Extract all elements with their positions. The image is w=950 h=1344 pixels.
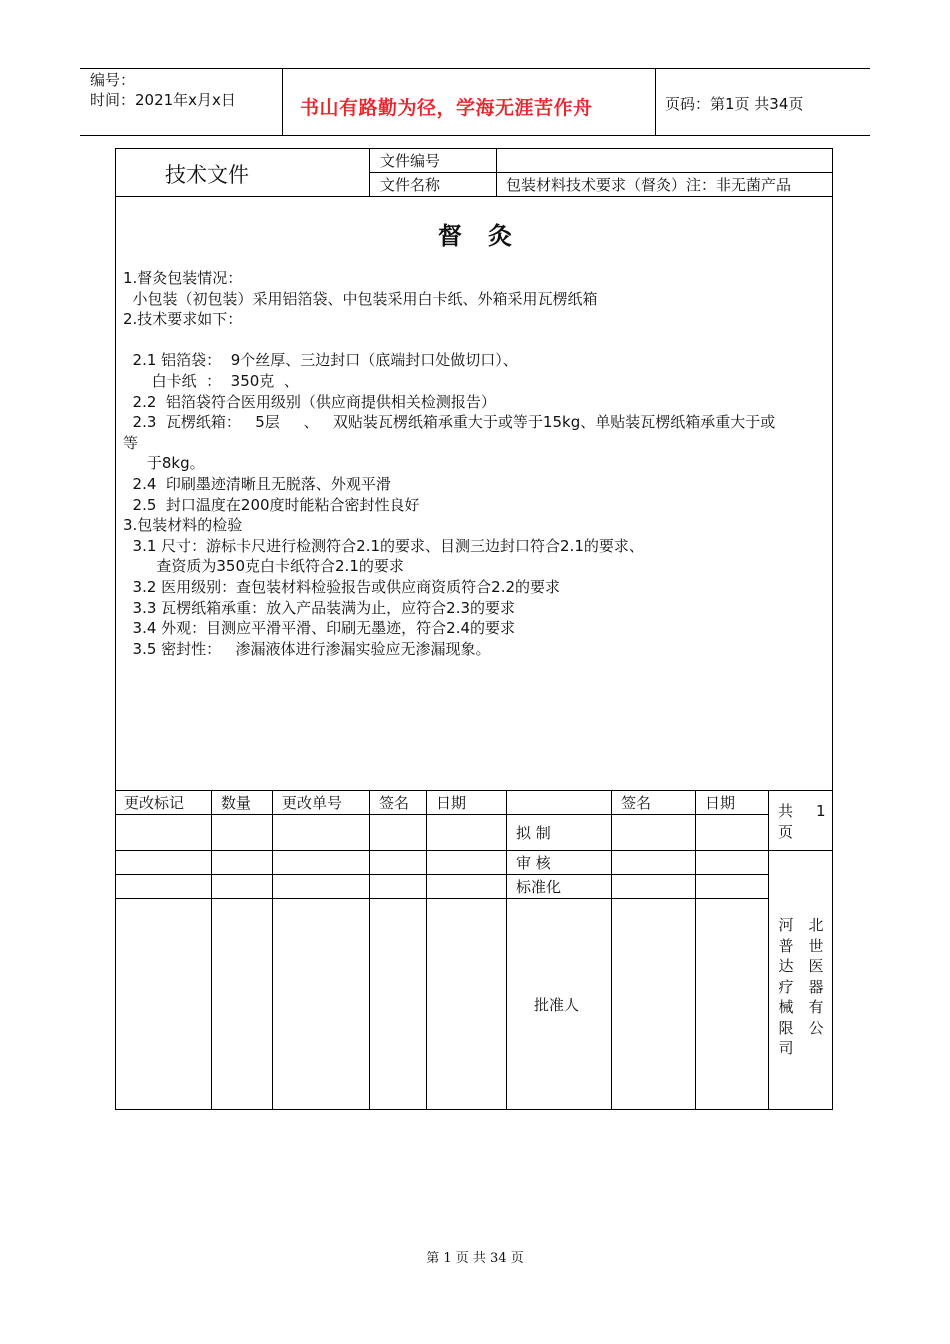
change-row-line-3 xyxy=(115,874,768,875)
total-pages-suffix: 页 xyxy=(778,823,794,841)
document-line: 2.4 印刷墨迹清晰且无脱落、外观平滑 xyxy=(123,475,391,493)
document-line: 2.5 封口温度在200度时能粘合密封性良好 xyxy=(123,495,420,514)
change-col-7 xyxy=(695,790,696,1110)
document-line: 白卡纸 ： 350克 、 xyxy=(123,372,299,390)
document-line: 2.1 铝箔袋： 9个丝厚、三边封口（底端封口处做切口）、 xyxy=(123,351,518,370)
document-line: 1.督灸包装情况： xyxy=(123,269,243,287)
total-pages-value: 1 xyxy=(816,802,826,820)
change-col-5 xyxy=(506,790,507,1110)
header-signature-2: 签名 xyxy=(621,794,652,812)
change-col-2 xyxy=(272,790,273,1110)
file-name-value: 包装材料技术要求（督灸）注：非无菌产品 xyxy=(506,176,792,194)
role-standardization: 标准化 xyxy=(516,878,562,896)
header-bottom-rule xyxy=(80,135,870,136)
document-line: 于8kg。 xyxy=(123,454,205,473)
document-line: 3.5 密封性： 渗漏液体进行渗漏实验应无渗漏现象。 xyxy=(123,639,491,658)
header-top-rule xyxy=(80,68,870,69)
company-name-right-column: 北世医器有公 xyxy=(808,916,824,1037)
header-change-order: 更改单号 xyxy=(282,794,343,812)
document-heading: 督灸 xyxy=(438,222,538,250)
document-line: 3.3 瓦楞纸箱承重：放入产品装满为止，应符合2.3的要求 xyxy=(123,598,516,617)
change-col-6 xyxy=(611,790,612,1110)
document-line: 3.1 尺寸：游标卡尺进行检测符合2.1的要求、目测三边封口符合2.1的要求、 xyxy=(123,536,644,555)
document-line: 等 xyxy=(123,433,139,452)
total-pages-prefix: 共 xyxy=(778,802,794,820)
document-line: 小包装（初包装）采用铝箔袋、中包装采用白卡纸、外箱采用瓦楞纸箱 xyxy=(123,289,598,308)
document-line: 3.包装材料的检验 xyxy=(123,516,243,535)
change-col-8 xyxy=(768,790,769,1110)
document-line: 3.4 外观：目测应平滑平滑、印刷无墨迹，符合2.4的要求 xyxy=(123,619,516,638)
tech-document-title: 技术文件 xyxy=(165,163,249,187)
change-col-3 xyxy=(369,790,370,1110)
header-number-label: 编号： xyxy=(90,71,136,89)
header-change-mark: 更改标记 xyxy=(124,794,185,812)
company-name-left-column: 河普达疗械限司 xyxy=(778,916,794,1057)
file-name-label: 文件名称 xyxy=(380,176,441,194)
document-line: 2.2 铝箔袋符合医用级别（供应商提供相关检测报告） xyxy=(123,392,496,411)
info-block-bottom xyxy=(115,196,833,197)
document-line: 2.3 瓦楞纸箱： 5层 、 双贴装瓦楞纸箱承重大于或等于15kg、单贴装瓦楞纸箱承重大于或 xyxy=(123,413,776,432)
document-line: 查资质为350克白卡纸符合2.1的要求 xyxy=(123,557,404,576)
info-col-divider-1 xyxy=(369,148,370,196)
role-drafted: 拟 制 xyxy=(516,824,551,842)
document-line: 2.技术要求如下： xyxy=(123,310,243,329)
change-table-top xyxy=(115,790,833,791)
header-time-label: 时间：2021年x月x日 xyxy=(90,91,236,109)
header-date-1: 日期 xyxy=(436,794,467,812)
change-row-line-4 xyxy=(115,898,768,899)
role-reviewed: 审 核 xyxy=(516,854,551,872)
role-approver: 批准人 xyxy=(534,996,580,1014)
header-date-2: 日期 xyxy=(705,794,736,812)
change-row-line-2 xyxy=(115,850,833,851)
header-page-info: 页码：第1页 共34页 xyxy=(665,95,804,113)
header-divider-2 xyxy=(655,68,656,136)
header-motto: 书山有路勤为径，学海无涯苦作舟 xyxy=(300,97,593,119)
change-col-4 xyxy=(426,790,427,1110)
document-line: 3.2 医用级别：查包装材料检验报告或供应商资质符合2.2的要求 xyxy=(123,578,561,596)
page-footer: 第 1 页 共 34 页 xyxy=(426,1251,524,1266)
change-row-line-1 xyxy=(115,814,768,815)
change-col-1 xyxy=(211,790,212,1110)
file-number-label: 文件编号 xyxy=(380,152,441,170)
info-col-divider-2 xyxy=(496,148,497,196)
info-row-divider xyxy=(369,172,833,173)
header-quantity: 数量 xyxy=(221,794,252,812)
header-divider-1 xyxy=(282,68,283,136)
header-signature-1: 签名 xyxy=(379,794,410,812)
